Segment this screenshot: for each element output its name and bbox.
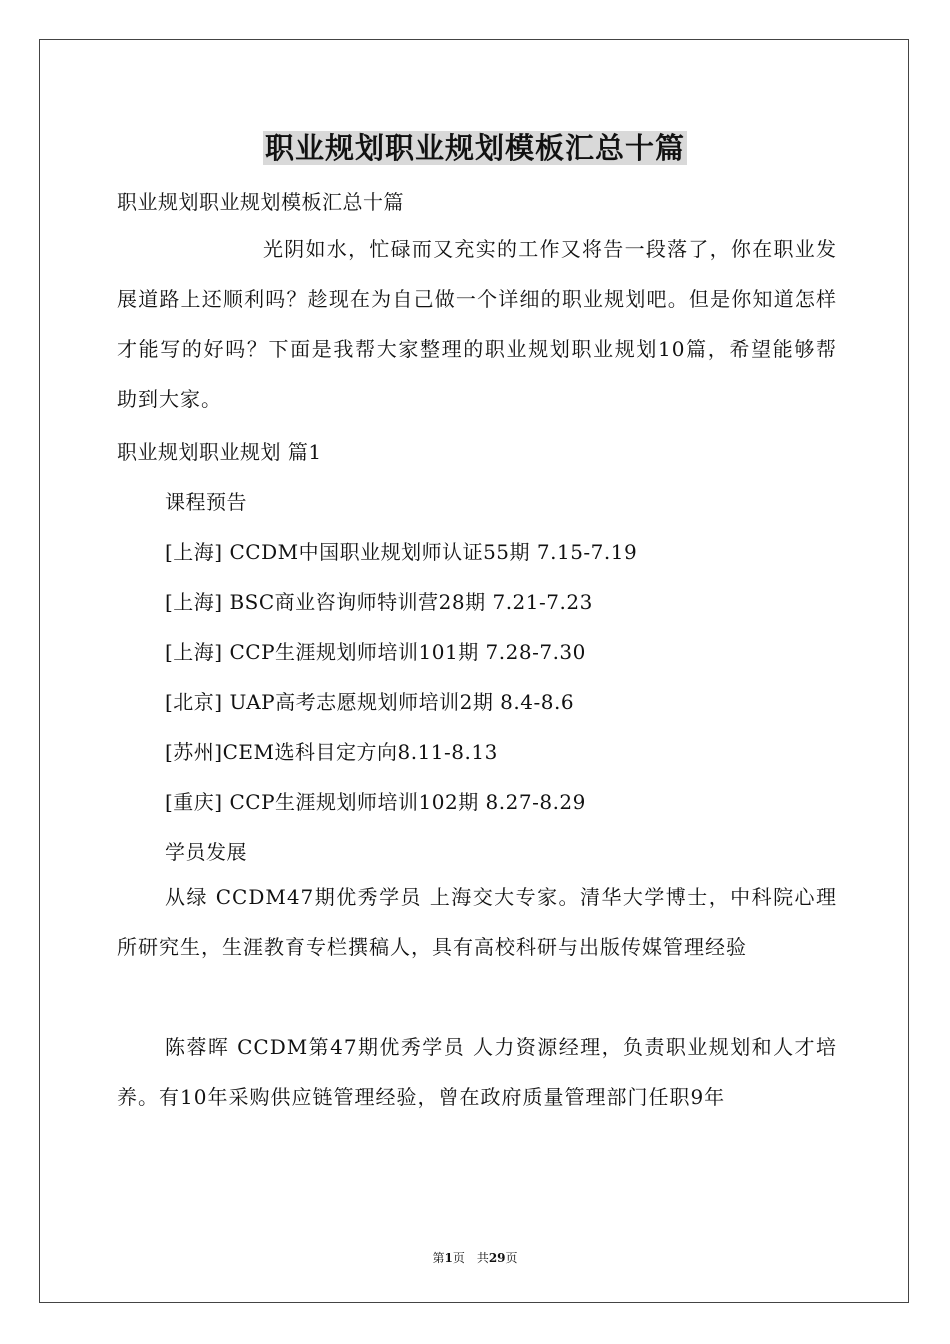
- document-subtitle: 职业规划职业规划模板汇总十篇: [117, 190, 404, 214]
- page-number: 1: [444, 1251, 453, 1265]
- page-total: 29: [488, 1251, 506, 1265]
- document-title: 职业规划职业规划模板汇总十篇: [264, 131, 685, 165]
- course-item: [北京] UAP高考志愿规划师培训2期 8.4-8.6: [165, 690, 575, 714]
- student-paragraph: 陈蓉晖 CCDM第47期优秀学员 人力资源经理，负责职业规划和人才培养。有10年采购供应链管理经验，曾在政府质量管理部门任职9年: [117, 1035, 837, 1109]
- course-item: [上海] CCDM中国职业规划师认证55期 7.15-7.19: [165, 540, 638, 564]
- intro-paragraph: 光阴如水，忙碌而又充实的工作又将告一段落了，你在职业发展道路上还顺利吗？趁现在为自己做一个详细的职业规划吧。但是你知道怎样才能写的好吗？下面是我帮大家整理的职业规划职业规划10篇，希望能够帮助到大家。: [117, 237, 837, 411]
- section-heading: 职业规划职业规划 篇1: [117, 440, 322, 464]
- course-item: [重庆] CCP生涯规划师培训102期 8.27-8.29: [165, 790, 586, 814]
- student-paragraph: 从绿 CCDM47期优秀学员 上海交大专家。清华大学博士，中科院心理所研究生，生涯教育专栏撰稿人，具有高校科研与出版传媒管理经验: [117, 885, 837, 959]
- page-footer: 第1页 共29页: [432, 1251, 518, 1265]
- students-heading: 学员发展: [165, 840, 247, 864]
- course-heading: 课程预告: [165, 490, 247, 514]
- course-item: [上海] BSC商业咨询师特训营28期 7.21-7.23: [165, 590, 593, 614]
- course-item: [苏州]CEM选科目定方向8.11-8.13: [165, 740, 498, 764]
- course-item: [上海] CCP生涯规划师培训101期 7.28-7.30: [165, 640, 586, 664]
